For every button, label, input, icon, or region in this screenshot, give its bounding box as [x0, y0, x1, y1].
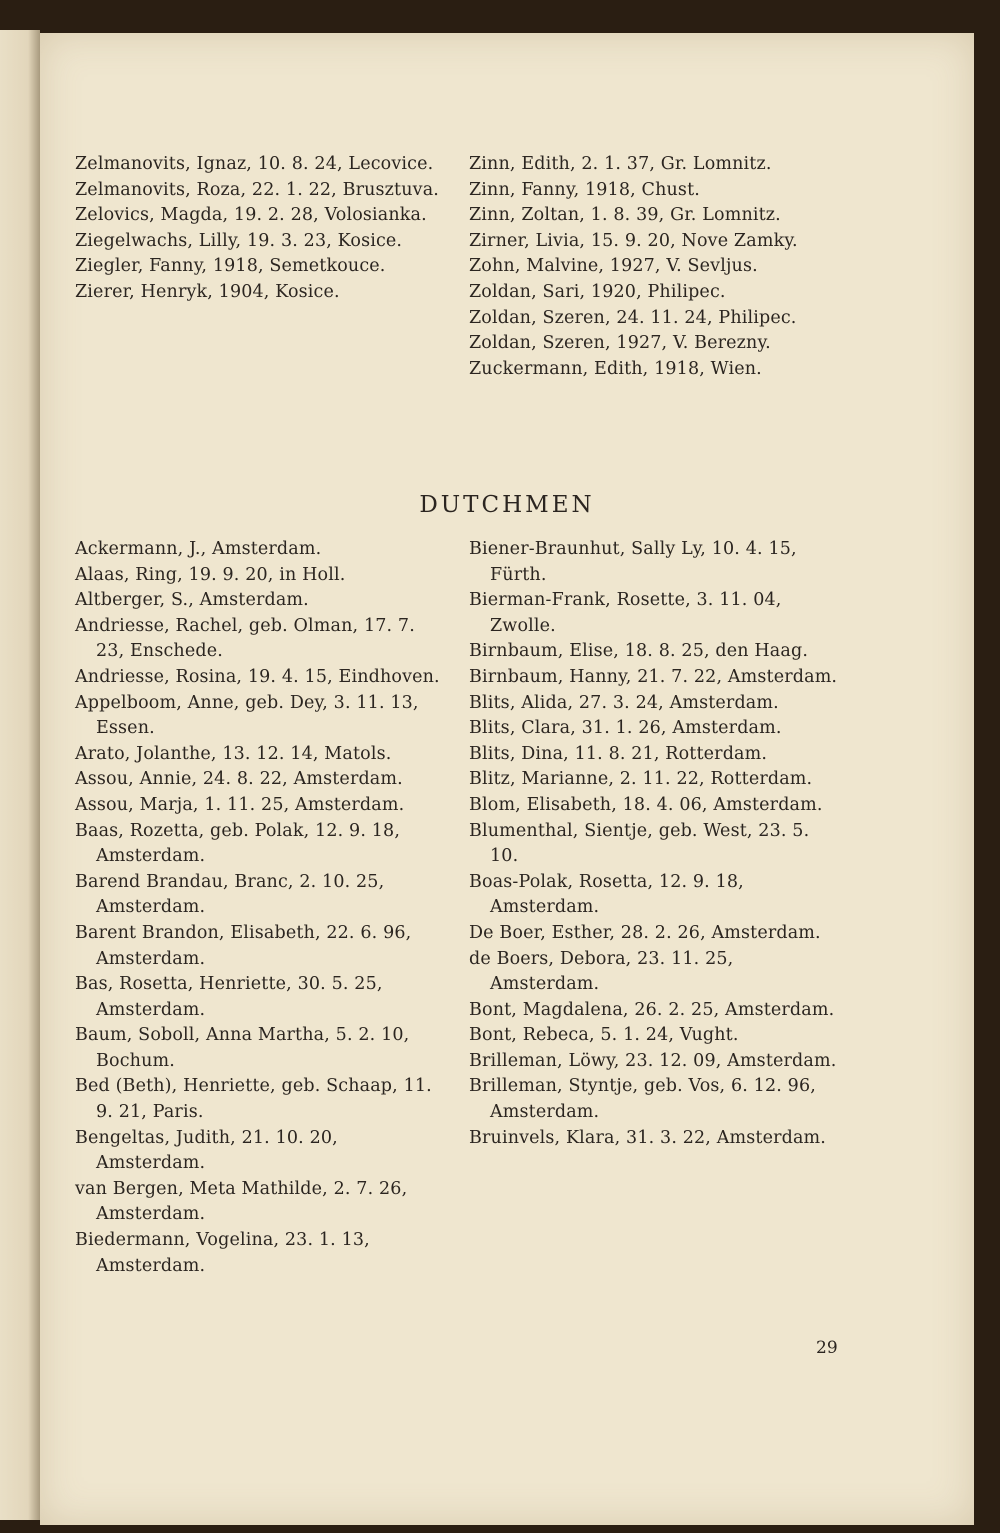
list-item: Blits, Clara, 31. 1. 26, Amsterdam.	[469, 718, 782, 739]
list-item: Andriesse, Rachel, geb. Olman, 17. 7. 23, Enschede.	[75, 615, 415, 662]
page-number: 29	[816, 1338, 838, 1358]
list-item: Zoldan, Szeren, 24. 11. 24, Philipec.	[469, 307, 797, 328]
list-item: Zelmanovits, Roza, 22. 1. 22, Brusztuva.	[75, 179, 439, 200]
list-item: Alaas, Ring, 19. 9. 20, in Holl.	[75, 564, 346, 585]
list-item: Bed (Beth), Henriette, geb. Schaap, 11. 9. 21, Paris.	[75, 1076, 432, 1123]
list-item: Blits, Dina, 11. 8. 21, Rotterdam.	[469, 743, 768, 764]
list-item: Biener-Braunhut, Sally Ly, 10. 4. 15, Fürth.	[469, 539, 797, 585]
list-item: Bas, Rosetta, Henriette, 30. 5. 25, Amsterdam.	[75, 974, 383, 1020]
list-item: Ziegler, Fanny, 1918, Semetkouce.	[75, 256, 386, 277]
list-item: Altberger, S., Amsterdam.	[75, 590, 309, 611]
list-item: Zelmanovits, Ignaz, 10. 8. 24, Lecovice.	[75, 154, 434, 174]
list-item: Ackermann, J., Amsterdam.	[75, 539, 322, 559]
list-item: Birnbaum, Hanny, 21. 7. 22, Amsterdam.	[469, 666, 838, 687]
list-item: Zinn, Zoltan, 1. 8. 39, Gr. Lomnitz.	[469, 205, 781, 226]
list-item: Biedermann, Vogelina, 23. 1. 13, Amsterdam.	[75, 1230, 370, 1276]
list-item: Boas-Polak, Rosetta, 12. 9. 18, Amsterdam.	[469, 871, 744, 918]
list-item: Brilleman, Löwy, 23. 12. 09, Amsterdam.	[469, 1050, 837, 1071]
list-item: De Boer, Esther, 28. 2. 26, Amsterdam.	[469, 922, 821, 943]
previous-page-edge	[0, 30, 40, 1520]
list-item: Blumenthal, Sientje, geb. West, 23. 5. 10.	[469, 820, 810, 867]
list-item: Brilleman, Styntje, geb. Vos, 6. 12. 96, Amsterdam.	[469, 1076, 816, 1123]
list-item: Zirner, Livia, 15. 9. 20, Nove Zamky.	[469, 230, 798, 251]
list-item: Zuckermann, Edith, 1918, Wien.	[469, 358, 762, 379]
list-item: Zinn, Edith, 2. 1. 37, Gr. Lomnitz.	[469, 154, 772, 174]
list-item: Zierer, Henryk, 1904, Kosice.	[75, 281, 340, 302]
list-item: Assou, Annie, 24. 8. 22, Amsterdam.	[75, 769, 403, 790]
list-item: Andriesse, Rosina, 19. 4. 15, Eindhoven.	[75, 666, 440, 687]
book-page	[40, 33, 974, 1525]
top-right-column	[469, 152, 839, 382]
dutchmen-right-column	[469, 537, 839, 1151]
list-item: Bruinvels, Klara, 31. 3. 22, Amsterdam.	[469, 1127, 826, 1148]
list-item: Assou, Marja, 1. 11. 25, Amsterdam.	[75, 794, 405, 815]
list-item: van Bergen, Meta Mathilde, 2. 7. 26, Amsterdam.	[75, 1178, 408, 1225]
dutchmen-left-column	[75, 537, 445, 1279]
list-item: Ziegelwachs, Lilly, 19. 3. 23, Kosice.	[75, 230, 403, 251]
list-item: Bont, Rebeca, 5. 1. 24, Vught.	[469, 1025, 739, 1046]
list-item: Zoldan, Sari, 1920, Philipec.	[469, 281, 726, 302]
list-item: Bierman-Frank, Rosette, 3. 11. 04, Zwolle.	[469, 590, 782, 636]
list-item: Appelboom, Anne, geb. Dey, 3. 11. 13, Essen.	[75, 692, 419, 739]
list-item: Birnbaum, Elise, 18. 8. 25, den Haag.	[469, 641, 809, 662]
list-item: Blits, Alida, 27. 3. 24, Amsterdam.	[469, 692, 779, 713]
list-item: de Boers, Debora, 23. 11. 25, Amsterdam.	[469, 948, 734, 995]
list-item: Zohn, Malvine, 1927, V. Sevljus.	[469, 256, 758, 277]
section-heading: DUTCHMEN	[419, 492, 595, 518]
list-item: Zelovics, Magda, 19. 2. 28, Volosianka.	[75, 205, 427, 226]
list-item: Arato, Jolanthe, 13. 12. 14, Matols.	[75, 743, 392, 764]
list-item: Bont, Magdalena, 26. 2. 25, Amsterdam.	[469, 999, 835, 1020]
list-item: Bengeltas, Judith, 21. 10. 20, Amsterdam.	[75, 1127, 338, 1174]
list-item: Baas, Rozetta, geb. Polak, 12. 9. 18, Amsterdam.	[75, 820, 401, 867]
list-item: Zinn, Fanny, 1918, Chust.	[469, 179, 700, 200]
top-left-column	[75, 152, 445, 306]
list-item: Baum, Soboll, Anna Martha, 5. 2. 10, Bochum.	[75, 1025, 410, 1071]
list-item: Blitz, Marianne, 2. 11. 22, Rotterdam.	[469, 769, 813, 790]
list-item: Blom, Elisabeth, 18. 4. 06, Amsterdam.	[469, 794, 823, 815]
list-item: Zoldan, Szeren, 1927, V. Berezny.	[469, 333, 771, 354]
list-item: Barent Brandon, Elisabeth, 22. 6. 96, Amsterdam.	[75, 922, 412, 969]
list-item: Barend Brandau, Branc, 2. 10. 25, Amsterdam.	[75, 871, 385, 918]
